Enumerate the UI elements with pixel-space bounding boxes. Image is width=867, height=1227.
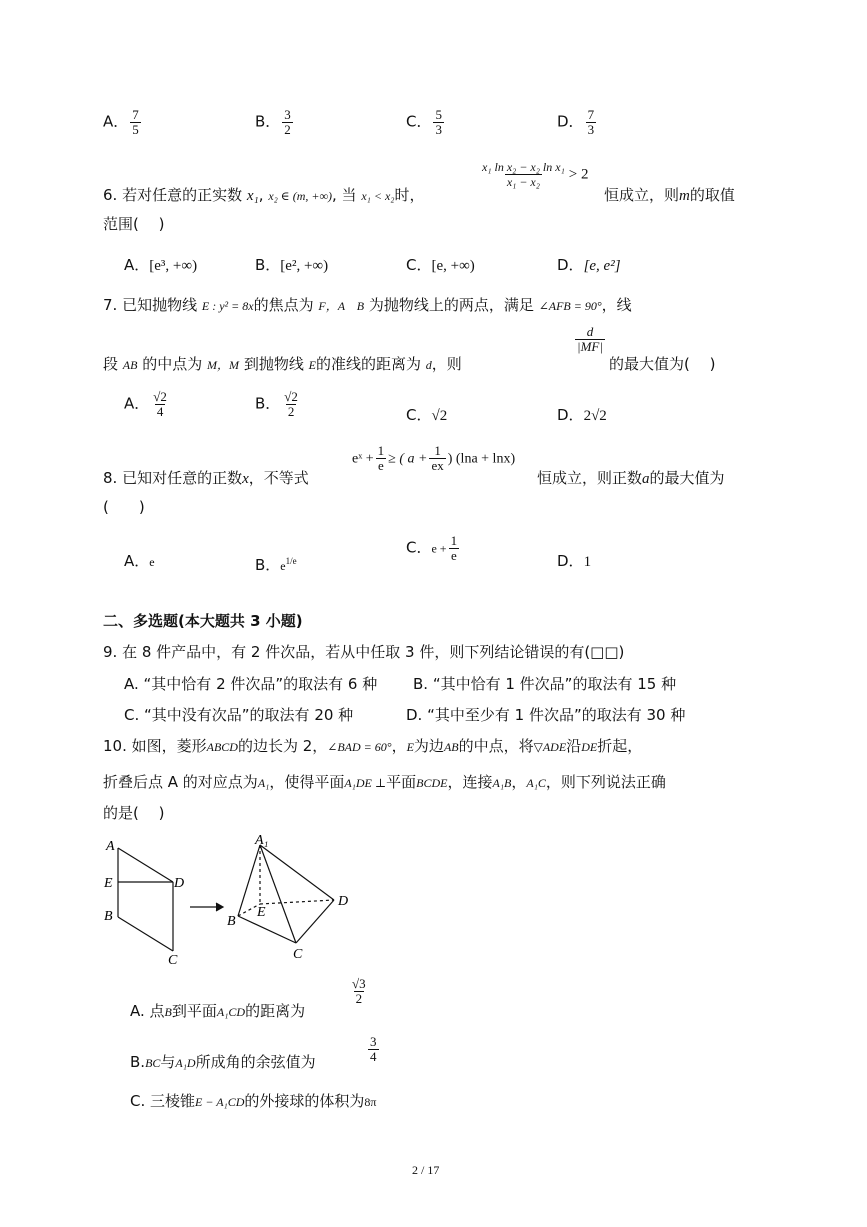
q6-stem-line2: 范围( )	[103, 215, 165, 233]
figure-label-e2: E	[257, 905, 266, 920]
q6-option-b: B．[e², +∞)	[255, 256, 329, 274]
q6-option-a: A．[e³, +∞)	[124, 256, 198, 274]
q10-stem-line2: 折叠后点 A 的对应点为A₁，使得平面A₁DE ⊥平面BCDE，连接A₁B，A₁C，则下列说法正确	[103, 773, 666, 791]
figure-label-a1: A₁	[255, 833, 269, 848]
q10-stem-line3: 的是( )	[103, 804, 165, 822]
q8-stem: 8. 已知对任意的正数x，不等式	[103, 469, 309, 487]
figure-label-b: B	[104, 909, 113, 924]
q5-option-d: D． $\frac{7}{3}$	[557, 107, 595, 137]
q9-option-c: C. “其中没有次品”的取法有 20 种	[124, 706, 354, 724]
figure-label-e: E	[104, 876, 113, 891]
q10-option-a-value: $\frac{√3}{2}$	[352, 976, 366, 1006]
q9-option-a: A. “其中恰有 2 件次品”的取法有 6 种	[124, 675, 378, 693]
q7-ratio: $\frac{d}{|MF|}$	[577, 324, 603, 354]
q8-stem-tail: 恒成立，则正数a的最大值为	[537, 469, 725, 487]
q8-option-c: C．e + $\frac{1}{e}$	[406, 533, 458, 563]
q5-option-c: C． $\frac{5}{3}$	[406, 107, 442, 137]
q6-option-c: C．[e, +∞)	[406, 256, 475, 274]
q8-option-b: B．$e^{1/e}$	[255, 556, 297, 574]
q5-option-a: A． $\frac{7}{5}$	[103, 107, 139, 137]
figure-label-d: D	[174, 876, 185, 891]
q7-option-b: B． $\frac{√2}{2}$	[255, 389, 298, 419]
figure-label-c2: C	[293, 947, 303, 962]
q8-stem-line2: ( )	[103, 498, 145, 516]
rhombus-fold-figure	[100, 830, 370, 970]
q8-option-a: A．e	[124, 552, 155, 570]
page-number: 2 / 17	[412, 1163, 440, 1177]
figure-label-b2: B	[227, 914, 236, 929]
q6-stem: 6. 若对任意的正实数 x₁, x₂ ∈ (m, +∞), 当 x₁ < x₂时，	[103, 186, 425, 204]
q5-option-b: B． $\frac{3}{2}$	[255, 107, 291, 137]
q7-option-a: A． $\frac{√2}{4}$	[124, 389, 167, 419]
q7-stem-tail: 的最大值为( )	[609, 355, 716, 373]
q8-option-d: D．1	[557, 552, 592, 570]
q7-stem-line2: 段 AB 的中点为 M，M 到抛物线 E的准线的距离为 d，则	[103, 355, 462, 373]
q7-option-d: D．2√2	[557, 406, 607, 424]
q10-option-b-value: $\frac{3}{4}$	[370, 1034, 377, 1064]
section-title-multi-choice: 二、多选题(本大题共 3 小题)	[103, 612, 303, 630]
q6-fraction: $\frac{\text{x₁ ln x₂ − x₂ ln x₁}}{\text{x₁ − x₂}}$ > 2	[482, 160, 589, 189]
q10-option-b: B.BC与A₁D所成角的余弦值为	[130, 1053, 316, 1071]
q7-option-c: C．√2	[406, 406, 448, 424]
q8-inequality: eˣ + $\frac{1}{e}$ ≥ ( a + $\frac{1}{ex}$ ) (lna + lnx)	[352, 443, 516, 473]
q10-option-a: A. 点B到平面A₁CD的距离为	[130, 1002, 306, 1020]
q9-option-d: D. “其中至少有 1 件次品”的取法有 30 种	[406, 706, 686, 724]
q10-option-c: C. 三棱锥E − A₁CD的外接球的体积为8π	[130, 1092, 377, 1110]
q9-option-b: B. “其中恰有 1 件次品”的取法有 15 种	[413, 675, 677, 693]
figure-label-a: A	[106, 839, 115, 854]
q7-stem: 7. 已知抛物线 E : y² = 8x的焦点为 F，A B 为抛物线上的两点，满足 ∠AFB = 90°，线	[103, 296, 632, 314]
figure-label-c: C	[168, 953, 178, 968]
q6-option-d: D．[e, e²]	[557, 256, 621, 274]
q9-stem: 9. 在 8 件产品中，有 2 件次品，若从中任取 3 件，则下列结论错误的有(□□)	[103, 643, 625, 661]
q10-stem-line1: 10. 如图，菱形ABCD的边长为 2，∠BAD = 60°，E为边AB的中点，将▽ADE沿DE折起，	[103, 737, 643, 755]
q6-stem-tail: 恒成立，则m的取值	[604, 186, 735, 204]
figure-label-d2: D	[338, 894, 349, 909]
